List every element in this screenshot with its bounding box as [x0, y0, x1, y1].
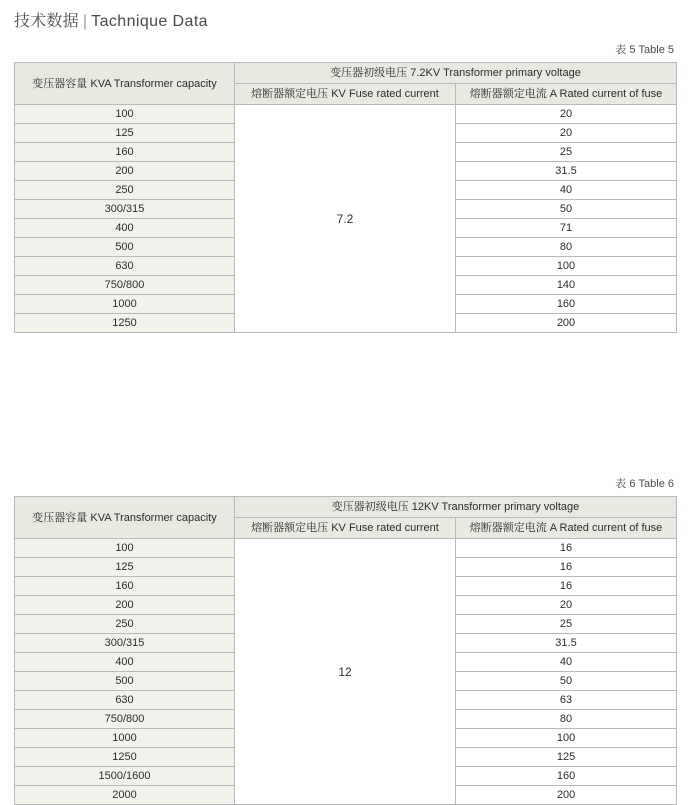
table-5-col-capacity: 变压器容量 KVA Transformer capacity: [15, 63, 235, 105]
table-row: [15, 539, 677, 558]
cell-current: 25: [456, 615, 677, 634]
cell-capacity: 1250: [15, 314, 235, 333]
cell-current: 31.5: [456, 634, 677, 653]
cell-capacity: 125: [15, 124, 235, 143]
cell-capacity: 400: [15, 653, 235, 672]
cell-capacity: 750/800: [15, 276, 235, 295]
cell-capacity: 300/315: [15, 200, 235, 219]
cell-capacity: 160: [15, 577, 235, 596]
table-5-body: [15, 105, 677, 333]
table-6: [14, 496, 677, 805]
cell-current: 25: [456, 143, 677, 162]
cell-capacity: 200: [15, 596, 235, 615]
page-title-en: Tachnique Data: [91, 13, 208, 30]
cell-current: 71: [456, 219, 677, 238]
cell-current: 100: [456, 257, 677, 276]
cell-capacity: 100: [15, 105, 235, 124]
cell-capacity: 250: [15, 615, 235, 634]
cell-capacity: 500: [15, 672, 235, 691]
table-5-col-group: 变压器初级电压 7.2KV Transformer primary voltage: [235, 63, 677, 84]
table-row: [15, 497, 677, 518]
cell-current: 80: [456, 238, 677, 257]
table-row: [15, 105, 677, 124]
cell-current: 16: [456, 558, 677, 577]
table-6-body: [15, 539, 677, 805]
cell-capacity: 100: [15, 539, 235, 558]
cell-capacity: 400: [15, 219, 235, 238]
cell-current: 80: [456, 710, 677, 729]
section-spacer: [14, 333, 676, 475]
cell-capacity: 200: [15, 162, 235, 181]
table-5-header: [15, 63, 677, 105]
cell-current: 200: [456, 314, 677, 333]
table-5-col-fuse-voltage: 熔断器额定电压 KV Fuse rated current: [235, 84, 456, 105]
cell-capacity: 2000: [15, 786, 235, 805]
cell-capacity: 300/315: [15, 634, 235, 653]
cell-capacity: 630: [15, 257, 235, 276]
table-row: [15, 63, 677, 84]
table-6-col-fuse-current: 熔断器额定电流 A Rated current of fuse: [456, 518, 677, 539]
table-6-block: [14, 475, 676, 805]
cell-current: 100: [456, 729, 677, 748]
cell-capacity: 1500/1600: [15, 767, 235, 786]
cell-capacity: 630: [15, 691, 235, 710]
cell-current: 40: [456, 653, 677, 672]
table-6-col-capacity: 变压器容量 KVA Transformer capacity: [15, 497, 235, 539]
page-title: [14, 0, 676, 41]
cell-current: 20: [456, 105, 677, 124]
cell-current: 140: [456, 276, 677, 295]
table-6-header: [15, 497, 677, 539]
cell-capacity: 500: [15, 238, 235, 257]
table-5-merged-voltage: 7.2: [235, 105, 456, 333]
cell-current: 160: [456, 767, 677, 786]
table-6-caption: 表 6 Table 6: [615, 478, 674, 490]
cell-capacity: 1000: [15, 729, 235, 748]
cell-current: 20: [456, 124, 677, 143]
table-6-merged-voltage: 12: [235, 539, 456, 805]
cell-current: 16: [456, 539, 677, 558]
cell-capacity: 1000: [15, 295, 235, 314]
page-title-separator: |: [82, 13, 88, 30]
table-6-col-fuse-voltage: 熔断器额定电压 KV Fuse rated current: [235, 518, 456, 539]
cell-current: 40: [456, 181, 677, 200]
cell-current: 20: [456, 596, 677, 615]
cell-capacity: 750/800: [15, 710, 235, 729]
cell-current: 50: [456, 672, 677, 691]
cell-current: 31.5: [456, 162, 677, 181]
page-title-cn: 技术数据: [14, 13, 79, 30]
cell-current: 50: [456, 200, 677, 219]
cell-current: 16: [456, 577, 677, 596]
cell-current: 63: [456, 691, 677, 710]
cell-current: 125: [456, 748, 677, 767]
cell-current: 200: [456, 786, 677, 805]
cell-capacity: 125: [15, 558, 235, 577]
cell-capacity: 250: [15, 181, 235, 200]
cell-current: 160: [456, 295, 677, 314]
table-5: [14, 62, 677, 333]
cell-capacity: 1250: [15, 748, 235, 767]
table-5-caption: 表 5 Table 5: [615, 44, 674, 56]
table-5-col-fuse-current: 熔断器额定电流 A Rated current of fuse: [456, 84, 677, 105]
table-6-col-group: 变压器初级电压 12KV Transformer primary voltage: [235, 497, 677, 518]
cell-capacity: 160: [15, 143, 235, 162]
